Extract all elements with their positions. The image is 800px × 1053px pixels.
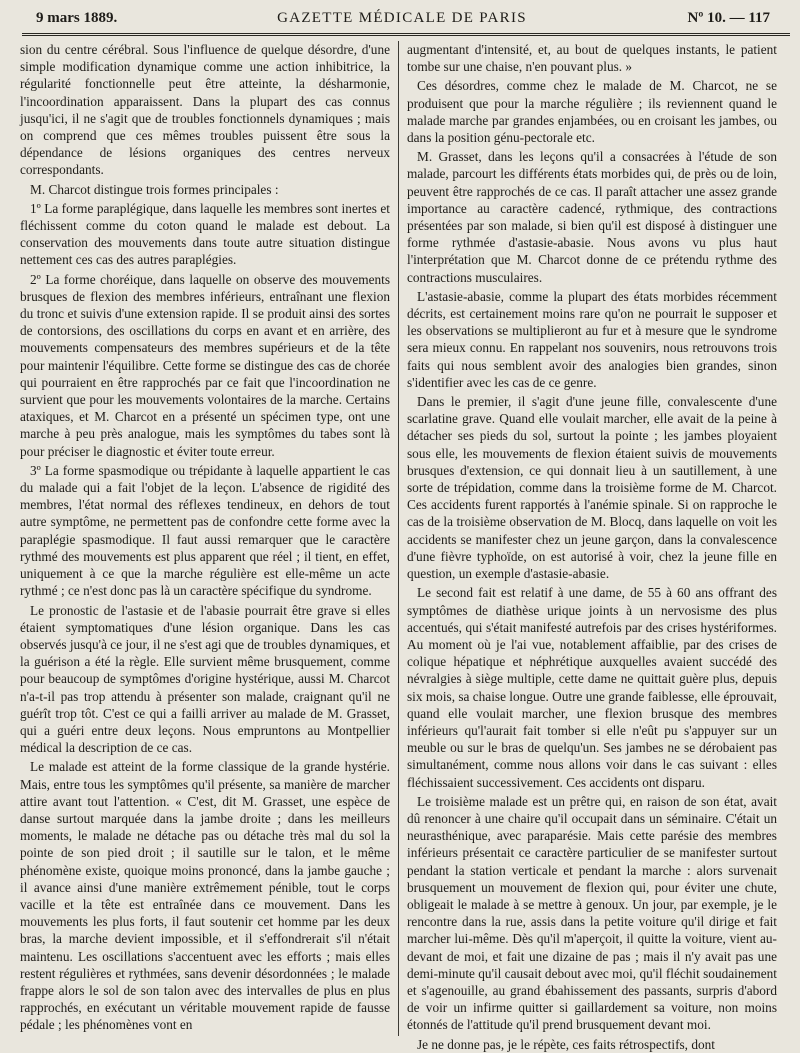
header-rule bbox=[22, 33, 790, 36]
paragraph: augmentant d'intensité, et, au bout de quelques instants, le patient tombe sur une chaise, n'en pouvant plus. » bbox=[407, 42, 777, 75]
column-divider bbox=[398, 41, 399, 1036]
paragraph: Le troisième malade est un prêtre qui, en raison de son état, avait dû renoncer à une chaire qu'il occupait dans un séminaire. C'était un neurasthénique, avec paraparésie. Mais cette parésie des membres inférieurs présentait ce caractère particulier de se manifester surtout pendant la station verticale et pendant la marche : alors survenait brusquement un mouvement de flexion qui, pour éviter une chute, obligeait le malade à se mettre à genoux. Un jour, par exemple, je le rencontre dans la rue, assis dans la petite voiture qu'il dirige et fait marcher lui-même. Dès qu'il m'aperçoit, il quitte la voiture, vient au-devant de moi, et fait une dizaine de pas ; mais il n'y avait pas une demi-minute qu'il causait debout avec moi, qu'il fléchit soudainement et s'agenouille, au grand ébahissement des passants, surpris d'abord de voir un infirme quitter si gaillardement sa voiture, non moins étonnés de l'attitude qu'il prend brusquement devant moi. bbox=[407, 793, 777, 1033]
paragraph: sion du centre cérébral. Sous l'influence de quelque désordre, d'une simple modification dynamique comme une action inhibitrice, la régularité fonctionnelle peut être atteinte, la désharmonie, l'incoordination apparaissent. Dans la plupart des cas connus jusqu'ici, il ne s'agit que de troubles fonctionnels dynamiques ; mais on comprend que ces mêmes troubles puissent être sous la dépendance de lésions organiques des centres nerveux correspondants. bbox=[20, 42, 390, 178]
paragraph: 2º La forme choréique, dans laquelle on observe des mouvements brusques de flexion des membres inférieurs, entraînant une flexion du tronc et suivis d'une extension rapide. Il se produit ainsi des sortes de contorsions, des oscillations du corps en avant et en arrière, des mouvements compensateurs des membres supérieurs et de la tête pour maintenir l'équilibre. Cette forme se distingue des cas de chorée qui pourraient en être rapprochés par ce fait que l'incoordination ne survient que pour les mouvements volontaires de la marche. Certains ataxiques, et M. Charcot en a présenté un spécimen type, ont une marche à peu près analogue, mais les symptômes du tabes sont là pour préciser le diagnostic et éviter toute erreur. bbox=[20, 271, 390, 459]
journal-title: GAZETTE MÉDICALE DE PARIS bbox=[277, 10, 527, 26]
paragraph: Dans le premier, il s'agit d'une jeune fille, convalescente d'une scarlatine grave. Quand elle voulait marcher, elle avait de la peine à détacher ses pieds du sol, surtout la pointe ; les jambes ployaient sous elle, les mouvements de flexion étaient suivis de mouvements brusques d'extension, ce qui donnait lieu à un sautillement, à une sorte de trépidation, comme dans la troisième forme de M. Charcot. Ces accidents furent rapportés à l'anémie spinale. Si on rapproche le cas de la troisième observation de M. Blocq, dans laquelle on voit les accidents se manifester chez un jeune garçon, dans la convalescence d'une fièvre typhoïde, on est autorisé à voir, chez la jeune fille en question, un exemple d'astasie-abasie. bbox=[407, 394, 777, 582]
paragraph: Ces désordres, comme chez le malade de M. Charcot, ne se produisent que pour la marche régulière ; ils reviennent quand le malade marche par grandes enjambées, ou en croisant les jambes, ou dans la position génu-pectorale etc. bbox=[407, 78, 777, 146]
paragraph: Je ne donne pas, je le répète, ces faits rétrospectifs, dont bbox=[417, 1036, 715, 1052]
paragraph: M. Grasset, dans les leçons qu'il a consacrées à l'étude de son malade, parcourt les différents états morbides qui, de près ou de loin, peuvent être rapprochés de ce cas. Il paraît attacher une assez grande importance au caractère cadencé, rythmique, des contractions présentées par son malade, si bien qu'il est disposé à distinguer une forme rythmée d'astasie-abasie. Nous avons vu plus haut l'interprétation que M. Charcot donne de ce prétendu rythme des contractions musculaires. bbox=[407, 149, 777, 285]
paragraph: Le pronostic de l'astasie et de l'abasie pourrait être grave si elles étaient symptomatiques d'une lésion organique. Dans les cas observés jusqu'à ce jour, il ne s'est agi que de troubles dynamiques, et la guérison a été la règle. Elle survient même brusquement, comme pour beaucoup de symptômes d'origine hystérique, aussi M. Charcot n'a-t-il pas trop attendu à présenter son malade, craignant qu'il ne guérît trop tôt. C'est ce qui a failli arriver au malade de M. Grasset, qui a guéri entre deux leçons. Nous empruntons au Montpellier médical la description de ce cas. bbox=[20, 602, 390, 756]
right-column bbox=[407, 41, 777, 1052]
page-header bbox=[12, 6, 792, 30]
left-column bbox=[20, 41, 390, 1036]
paragraph: 3º La forme spasmodique ou trépidante à laquelle appartient le cas du malade qui a fait l'objet de la leçon. L'absence de rigidité des membres, l'état normal des réflexes tendineux, en dehors de tout autre symptôme, ne permettent pas de confondre cette forme avec la paraplégie spasmodique. Il faut aussi remarquer que le caractère rythmé des mouvements est plus apparent que réel ; il tient, en effet, uniquement à ce que la marche régulière est elle-même un acte rythmé ; ce n'est donc pas là un caractère spécifique du syndrome. bbox=[20, 462, 390, 599]
paragraph: Le malade est atteint de la forme classique de la grande hystérie. Mais, entre tous les symptômes qu'il présente, sa manière de marcher attire avant tout l'attention. « C'est, dit M. Grasset, une espèce de danse surtout marquée dans la jambe droite ; dans les meilleurs moments, le malade ne détache pas ou détache très mal du sol la pointe de son pied droit ; il sautille sur le talon, et le même phénomène existe, quoique moins prononcé, dans la jambe gauche ; il avance ainsi d'une manière extrêmement pénible, tout le corps vacille et la tête est entraînée dans ce mouvement. Dans les mouvements les plus forts, il faut soutenir cet homme par les deux bras, la marche devient impossible, et il s'effondrerait s'il n'était maintenu. Les oscillations s'accentuent avec les efforts ; mais elles restent régulières et rythmées, sans devenir désordonnées ; le malade frappe alors le sol de son talon avec des intervalles de plus en plus rapprochés, en exécutant un véritable mouvement rapide de fausse pédale ; les phénomènes vont en bbox=[20, 759, 390, 1033]
page-number: Nº 10. — 117 bbox=[687, 10, 770, 26]
paragraph: 1º La forme paraplégique, dans laquelle les membres sont inertes et fléchissent comme du coton quand le malade est debout. La conservation des mouvements dans toute autre situation distingue nettement ces cas des autres paraplégies. bbox=[20, 200, 390, 268]
paragraph: Le second fait est relatif à une dame, de 55 à 60 ans offrant des symptômes de diathèse urique joints à un nervosisme des plus accentués, qui s'était manifesté autrefois par des crises hystériformes. Au moment où je l'ai vue, notablement affaiblie, par des crises de colique hépatique et néphrétique auxquelles avaient succédé des névralgies à siège multiple, cette dame ne quittait guère plus, depuis six mois, sa chaise longue. Outre une grande faiblesse, elle éprouvait, quand elle voulait marcher, une flexion brusque des membres inférieurs qu'l'aurait fait tomber si elle n'eût pu s'appuyer sur un meuble ou sur le bras de quelqu'un. Ses jambes ne se dérobaient pas simultanément, comme nous allons voir dans le cas suivant : elles fléchissaient successivement. Ces accidents ont disparu. bbox=[407, 585, 777, 790]
paragraph: M. Charcot distingue trois formes principales : bbox=[30, 181, 279, 197]
paragraph: L'astasie-abasie, comme la plupart des états morbides récemment décrits, est certainement moins rare qu'on ne pourrait le supposer et les observations se multiplieront au fur et à mesure que le syndrome sera mieux connu. En rappelant nos souvenirs, nous retrouvons trois faits qui nous semblent avoir des analogies bien grandes, sinon s'identifier avec les cas de ce genre. bbox=[407, 288, 777, 390]
issue-date: 9 mars 1889. bbox=[36, 10, 118, 26]
